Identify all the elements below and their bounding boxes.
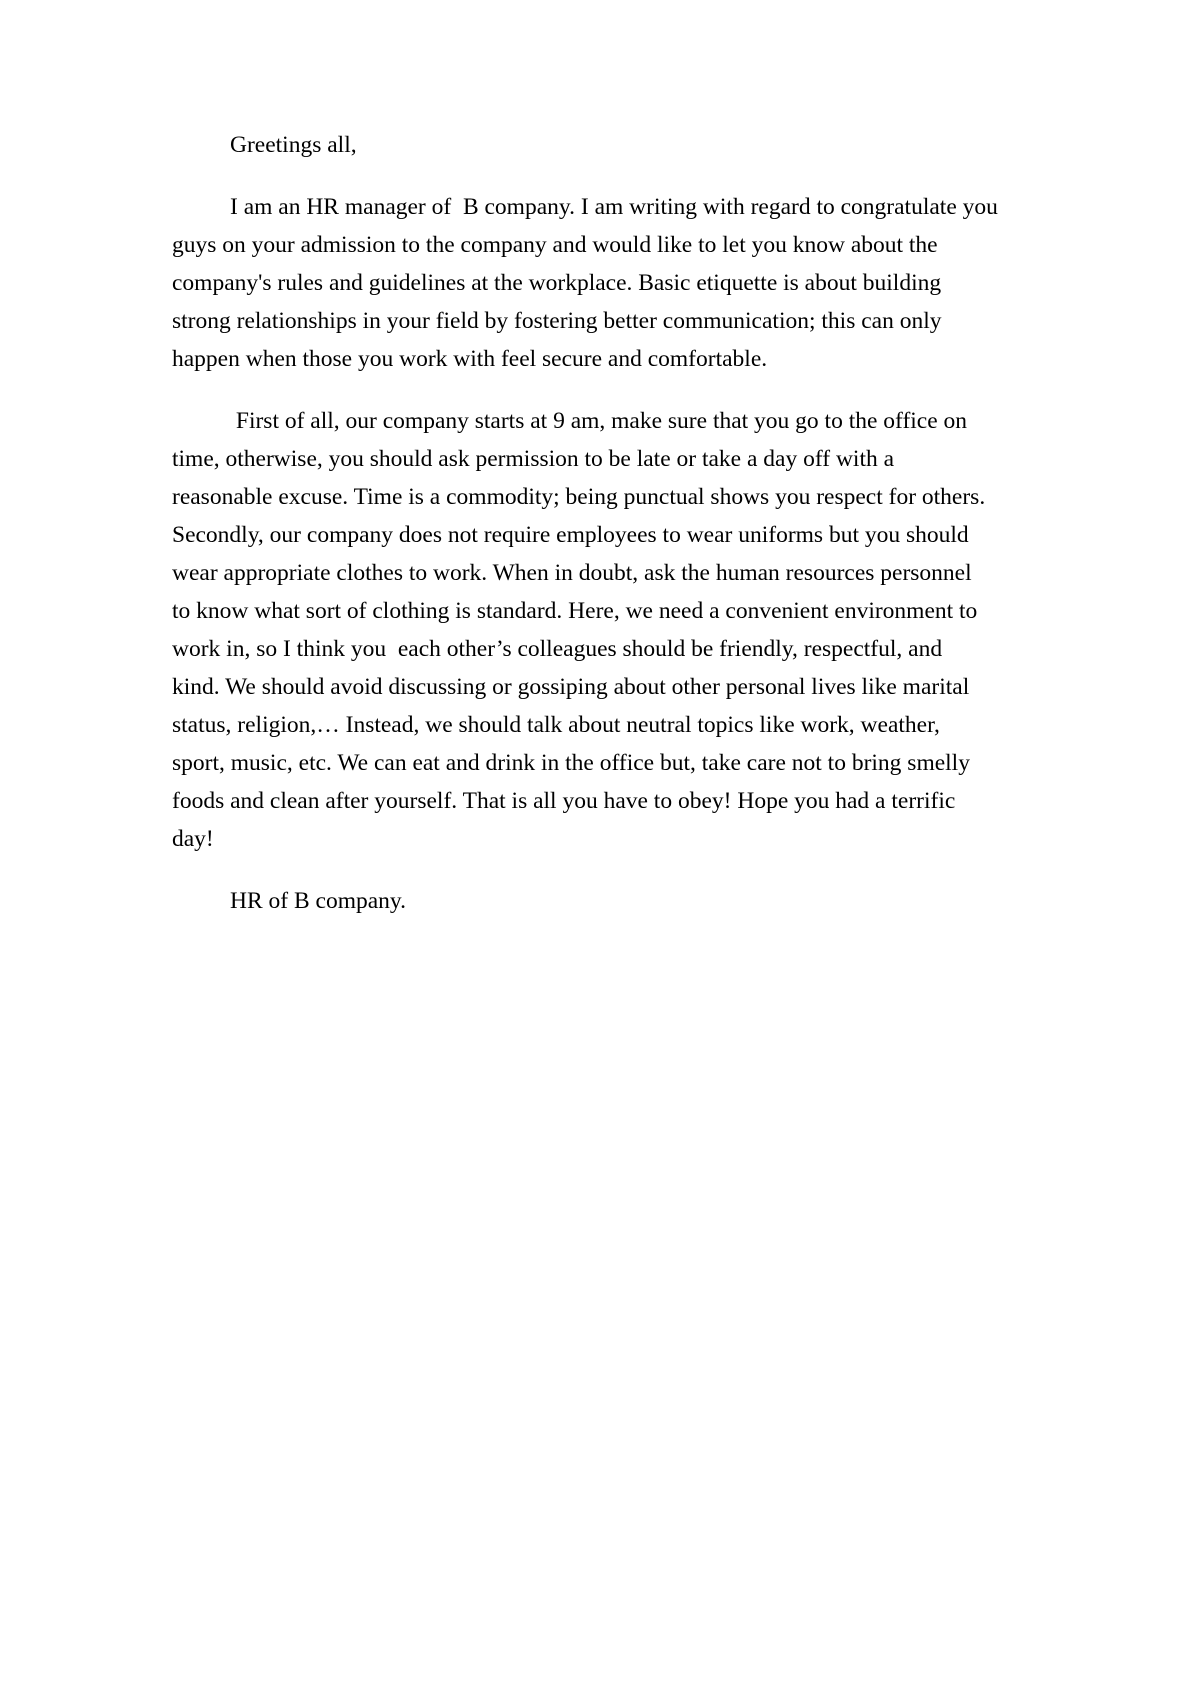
paragraph-line: strong relationships in your field by fostering better communication; this can only bbox=[172, 308, 942, 334]
paragraph-line: I am an HR manager of B company. I am writing with regard to congratulate you bbox=[230, 194, 998, 220]
signature bbox=[172, 882, 1097, 920]
paragraph-line: guys on your admission to the company and would like to let you know about the bbox=[172, 232, 938, 258]
paragraph-line: happen when those you work with feel secure and comfortable. bbox=[172, 346, 768, 372]
greeting-line: Greetings all, bbox=[230, 132, 357, 158]
paragraph-line: Secondly, our company does not require employees to wear uniforms but you should bbox=[172, 522, 969, 548]
paragraph-line: First of all, our company starts at 9 am, make sure that you go to the office on bbox=[230, 408, 968, 434]
letter-body bbox=[172, 126, 1097, 944]
paragraph-line: day! bbox=[172, 826, 214, 852]
paragraph-line: reasonable excuse. Time is a commodity; being punctual shows you respect for others. bbox=[172, 484, 986, 510]
paragraph-line: time, otherwise, you should ask permission to be late or take a day off with a bbox=[172, 446, 895, 472]
paragraph-line: sport, music, etc. We can eat and drink in the office but, take care not to bring smelly bbox=[172, 750, 970, 776]
paragraph-line: wear appropriate clothes to work. When in doubt, ask the human resources personnel bbox=[172, 560, 972, 586]
signature-line: HR of B company. bbox=[230, 888, 407, 914]
paragraph-rules bbox=[172, 402, 1097, 858]
paragraph-line: company's rules and guidelines at the workplace. Basic etiquette is about building bbox=[172, 270, 942, 296]
paragraph-line: kind. We should avoid discussing or gossiping about other personal lives like marital bbox=[172, 674, 970, 700]
paragraph-line: work in, so I think you each other’s colleagues should be friendly, respectful, and bbox=[172, 636, 943, 662]
paragraph-line: foods and clean after yourself. That is all you have to obey! Hope you had a terrific bbox=[172, 788, 956, 814]
greeting bbox=[172, 126, 1097, 164]
paragraph-line: to know what sort of clothing is standard. Here, we need a convenient environment to bbox=[172, 598, 978, 624]
paragraph-line: status, religion,… Instead, we should talk about neutral topics like work, weather, bbox=[172, 712, 940, 738]
paragraph-introduction bbox=[172, 188, 1097, 378]
